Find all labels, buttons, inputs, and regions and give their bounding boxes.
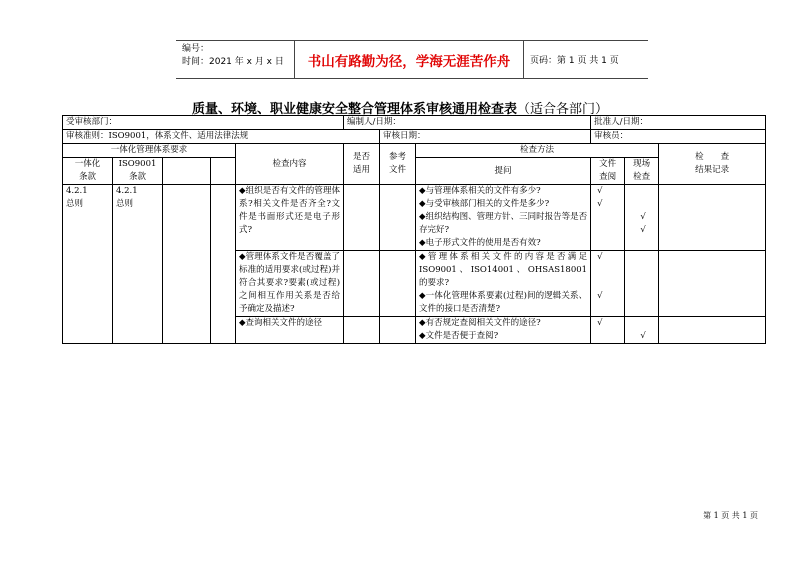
reference-header: 参考 文件	[380, 144, 416, 185]
page-info: 页码：第 1 页 共 1 页	[530, 56, 619, 66]
doc-review-header: 文件 查阅	[591, 158, 625, 185]
header-row-1	[63, 144, 766, 158]
check-content-cell: ◆组织是否有文件的管理体系?相关文件是否齐全?文件是书面形式还是电子形式?	[236, 185, 344, 251]
checklist-table	[62, 115, 766, 344]
applicable-header: 是否 适用	[344, 144, 380, 185]
empty-cell	[211, 185, 236, 344]
site-check-cell: √	[625, 317, 659, 344]
applicable-cell	[344, 251, 380, 317]
date-cell: 审核日期：	[380, 130, 591, 144]
questions-cell: ◆与管理体系相关的文件有多少? ◆与受审核部门相关的文件是多少? ◆组织结构图、管理方针、三同时报告等是否存完好? ◆电子形式文件的使用是否有效?	[416, 185, 591, 251]
doc-review-cell: √ √	[591, 251, 625, 317]
reference-cell	[380, 185, 416, 251]
applicable-cell	[344, 317, 380, 344]
questions-header: 提问	[416, 158, 591, 185]
empty-header-cell	[163, 158, 211, 185]
check-content-header: 检查内容	[236, 144, 344, 185]
result-cell	[659, 251, 766, 317]
page-footer: 第 1 页 共 1 页	[703, 511, 758, 520]
reference-cell	[380, 251, 416, 317]
check-content-cell: ◆查询相关文件的途径	[236, 317, 344, 344]
doc-review-cell: √	[591, 317, 625, 344]
approver-cell: 批准人/日期：	[591, 116, 766, 130]
dept-cell: 受审核部门：	[63, 116, 344, 130]
page-header	[176, 40, 648, 79]
auditor-cell: 审核员：	[591, 130, 766, 144]
requirements-header: 一体化管理体系要求	[63, 144, 236, 158]
criteria-cell: 审核准则：ISO9001，体系文件、适用法律法规	[63, 130, 380, 144]
info-row-2	[63, 130, 766, 144]
iso-clause-cell: 4.2.1 总则	[113, 185, 163, 344]
slogan: 书山有路勤为径，学海无涯苦作舟	[294, 41, 524, 78]
iso-clause-header: ISO9001 条款	[113, 158, 163, 185]
empty-cell	[163, 185, 211, 344]
empty-header-cell	[211, 158, 236, 185]
info-row-1	[63, 116, 766, 130]
editor-cell: 编制人/日期：	[344, 116, 591, 130]
table-row	[63, 185, 766, 251]
applicable-cell	[344, 185, 380, 251]
result-cell	[659, 317, 766, 344]
doc-review-cell: √ √	[591, 185, 625, 251]
integrated-clause-header: 一体化 条款	[63, 158, 113, 185]
integrated-clause-cell: 4.2.1 总则	[63, 185, 113, 344]
title-main: 质量、环境、职业健康安全整合管理体系审核通用检查表	[191, 102, 517, 117]
check-content-cell: ◆管理体系文件是否覆盖了标准的适用要求(或过程)并符合其要求?要素(或过程)之间相互作用关系是否给予确定及描述?	[236, 251, 344, 317]
result-cell	[659, 185, 766, 251]
questions-cell: ◆有否规定查阅相关文件的途径? ◆文件是否便于查阅?	[416, 317, 591, 344]
questions-cell: ◆管理体系相关文件的内容是否满足 ISO9001、ISO14001、OHSAS18001 的要求? ◆一体化管理体系要素(过程)间的逻辑关系、文件的接口是否清楚?	[416, 251, 591, 317]
time-label: 时间：2021 年 x 月 x 日	[182, 57, 284, 67]
reference-cell	[380, 317, 416, 344]
number-label: 编号：	[182, 44, 210, 54]
header-meta	[176, 41, 294, 78]
check-method-header: 检查方法	[416, 144, 659, 158]
result-header: 检 查 结果记录	[659, 144, 766, 185]
title-paren: （适合各部门）	[517, 102, 609, 117]
site-check-header: 现场 检查	[625, 158, 659, 185]
site-check-cell	[625, 251, 659, 317]
site-check-cell: √ √	[625, 185, 659, 251]
